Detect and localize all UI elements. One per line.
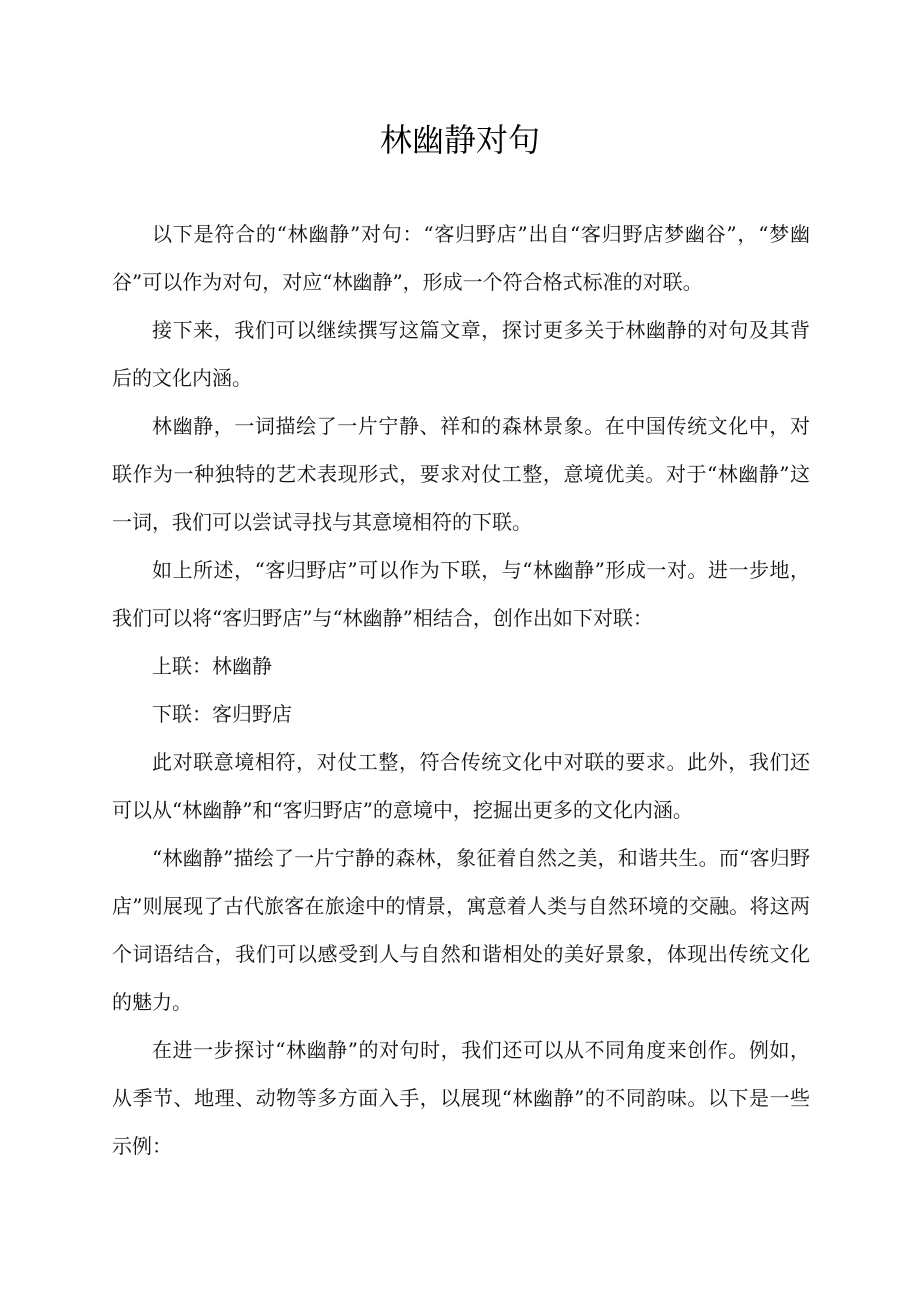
paragraph: “林幽静”描绘了一片宁静的森林，象征着自然之美，和谐共生。而“客归野店”则展现了古代旅客在旅途中的情景，寓意着人类与自然环境的交融。将这两个词语结合，我们可以感受到人与自然和谐相处的美好景象，体现出传统文化的魅力。: [112, 846, 810, 1014]
paragraph: 如上所述，“客归野店”可以作为下联，与“林幽静”形成一对。进一步地，我们可以将“客归野店”与“林幽静”相结合，创作出如下对联：: [112, 558, 810, 630]
couplet-upper-line: 上联：林幽静: [152, 654, 272, 678]
paragraph: 接下来，我们可以继续撰写这篇文章，探讨更多关于林幽静的对句及其背后的文化内涵。: [112, 318, 810, 390]
document-title: 林幽静对句: [379, 121, 540, 159]
paragraph: 在进一步探讨“林幽静”的对句时，我们还可以从不同角度来创作。例如，从季节、地理、动物等多方面入手，以展现“林幽静”的不同韵味。以下是一些示例：: [112, 1038, 810, 1158]
paragraph: 此对联意境相符，对仗工整，符合传统文化中对联的要求。此外，我们还可以从“林幽静”和“客归野店”的意境中，挖掘出更多的文化内涵。: [112, 750, 810, 822]
paragraph: 以下是符合的“林幽静”对句：“客归野店”出自“客归野店梦幽谷”，“梦幽谷”可以作为对句，对应“林幽静”，形成一个符合格式标准的对联。: [112, 222, 810, 294]
document-body: [112, 210, 810, 1170]
paragraph: 林幽静，一词描绘了一片宁静、祥和的森林景象。在中国传统文化中，对联作为一种独特的艺术表现形式，要求对仗工整，意境优美。对于“林幽静”这一词，我们可以尝试寻找与其意境相符的下联。: [112, 414, 810, 534]
couplet-lower-line: 下联：客归野店: [152, 702, 292, 726]
